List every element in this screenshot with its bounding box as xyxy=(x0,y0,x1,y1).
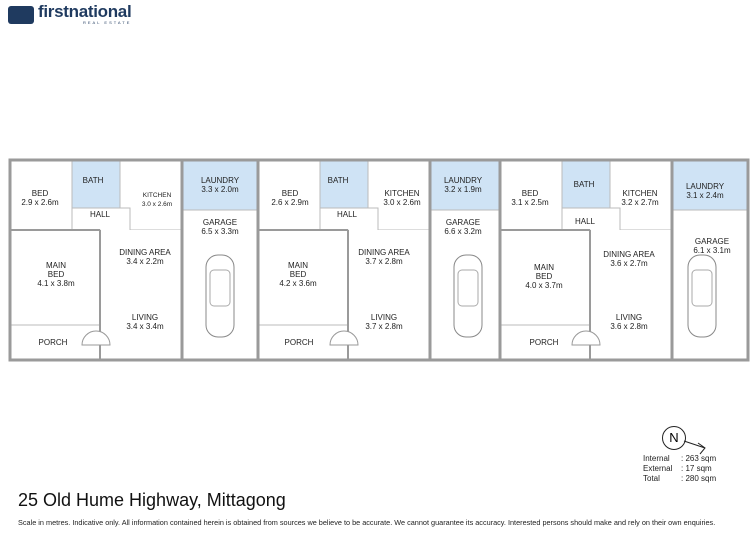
room-label-porch: PORCH xyxy=(38,338,68,347)
room-label-garage: 6.6 x 3.2m xyxy=(444,227,482,236)
room-label-bed: BED xyxy=(521,189,539,198)
room-label-dining: DINING AREA xyxy=(603,250,655,259)
room-label-porch: PORCH xyxy=(529,338,559,347)
room-label-main-bed: 4.1 x 3.8m xyxy=(37,279,75,288)
north-compass-icon: N xyxy=(662,426,686,450)
room-label-bed: BED xyxy=(281,189,299,198)
room-label-living: LIVING xyxy=(131,313,159,322)
room-label-kitchen: KITCHEN xyxy=(622,189,658,198)
room-label-dining: 3.7 x 2.8m xyxy=(365,257,403,266)
room-label-garage: GARAGE xyxy=(445,218,481,227)
room-label-living: 3.6 x 2.8m xyxy=(610,322,648,331)
room-label-bath: BATH xyxy=(327,176,349,185)
room-label-kitchen: KITCHEN xyxy=(384,189,420,198)
room-label-bath: BATH xyxy=(573,180,595,189)
room-label-laundry: LAUNDRY xyxy=(685,182,725,191)
room-label-main-bed: BED xyxy=(289,270,307,279)
room-label-bath: BATH xyxy=(82,176,104,185)
property-address: 25 Old Hume Highway, Mittagong xyxy=(18,490,286,510)
room-label-porch: PORCH xyxy=(284,338,314,347)
room-label-garage: GARAGE xyxy=(202,218,238,227)
area-external: External : 17 sqm xyxy=(643,464,712,473)
room-label-hall: HALL xyxy=(336,210,358,219)
room-label-main-bed: MAIN xyxy=(46,261,66,270)
room-label-kitchen: 3.2 x 2.7m xyxy=(621,198,659,207)
room-label-living: LIVING xyxy=(615,313,643,322)
brand-name: firstnational xyxy=(38,2,132,21)
room-label-laundry: 3.3 x 2.0m xyxy=(201,185,239,194)
room-label-dining: DINING AREA xyxy=(358,248,410,257)
room-label-kitchen: KITCHEN xyxy=(142,192,172,199)
room-label-bed: 2.9 x 2.6m xyxy=(21,198,59,207)
room-label-hall: HALL xyxy=(574,217,596,226)
room-label-main-bed: BED xyxy=(535,272,553,281)
unit-1 xyxy=(10,160,258,360)
brand-subtitle: REAL ESTATE xyxy=(83,20,132,25)
room-label-laundry: 3.2 x 1.9m xyxy=(444,185,482,194)
room-label-dining: 3.6 x 2.7m xyxy=(610,259,648,268)
room-label-kitchen: 3.0 x 2.6m xyxy=(141,201,173,208)
unit-2 xyxy=(258,160,506,360)
area-internal: Internal : 263 sqm xyxy=(643,454,717,463)
room-label-laundry: LAUNDRY xyxy=(443,176,483,185)
room-label-living: LIVING xyxy=(370,313,398,322)
room-label-bed: 2.6 x 2.9m xyxy=(271,198,309,207)
room-label-garage: GARAGE xyxy=(694,237,730,246)
room-label-dining: 3.4 x 2.2m xyxy=(126,257,164,266)
room-label-main-bed: MAIN xyxy=(288,261,308,270)
room-garage xyxy=(672,210,748,360)
room-label-laundry: 3.1 x 2.4m xyxy=(686,191,724,200)
room-label-living: 3.4 x 3.4m xyxy=(126,322,164,331)
area-total: Total : 280 sqm xyxy=(643,474,717,483)
room-label-main-bed: 4.2 x 3.6m xyxy=(279,279,317,288)
room-label-dining: DINING AREA xyxy=(119,248,171,257)
room-label-main-bed: BED xyxy=(47,270,65,279)
room-label-main-bed: 4.0 x 3.7m xyxy=(525,281,563,290)
room-label-garage: 6.1 x 3.1m xyxy=(693,246,731,255)
room-label-bed: BED xyxy=(31,189,49,198)
room-label-living: 3.7 x 2.8m xyxy=(365,322,403,331)
unit-3 xyxy=(500,160,748,360)
disclaimer: Scale in metres. Indicative only. All information contained herein is obtained from sources we believe to be accurate. We cannot guarantee its accuracy. Interested persons should make and rely on their own enquiries. xyxy=(18,518,716,527)
room-label-bed: 3.1 x 2.5m xyxy=(511,198,549,207)
room-label-garage: 6.5 x 3.3m xyxy=(201,227,239,236)
north-arrow-icon xyxy=(684,441,705,454)
room-label-main-bed: MAIN xyxy=(534,263,554,272)
area-summary xyxy=(643,454,716,484)
room-label-kitchen: 3.0 x 2.6m xyxy=(383,198,421,207)
room-label-hall: HALL xyxy=(89,210,111,219)
room-label-laundry: LAUNDRY xyxy=(200,176,240,185)
